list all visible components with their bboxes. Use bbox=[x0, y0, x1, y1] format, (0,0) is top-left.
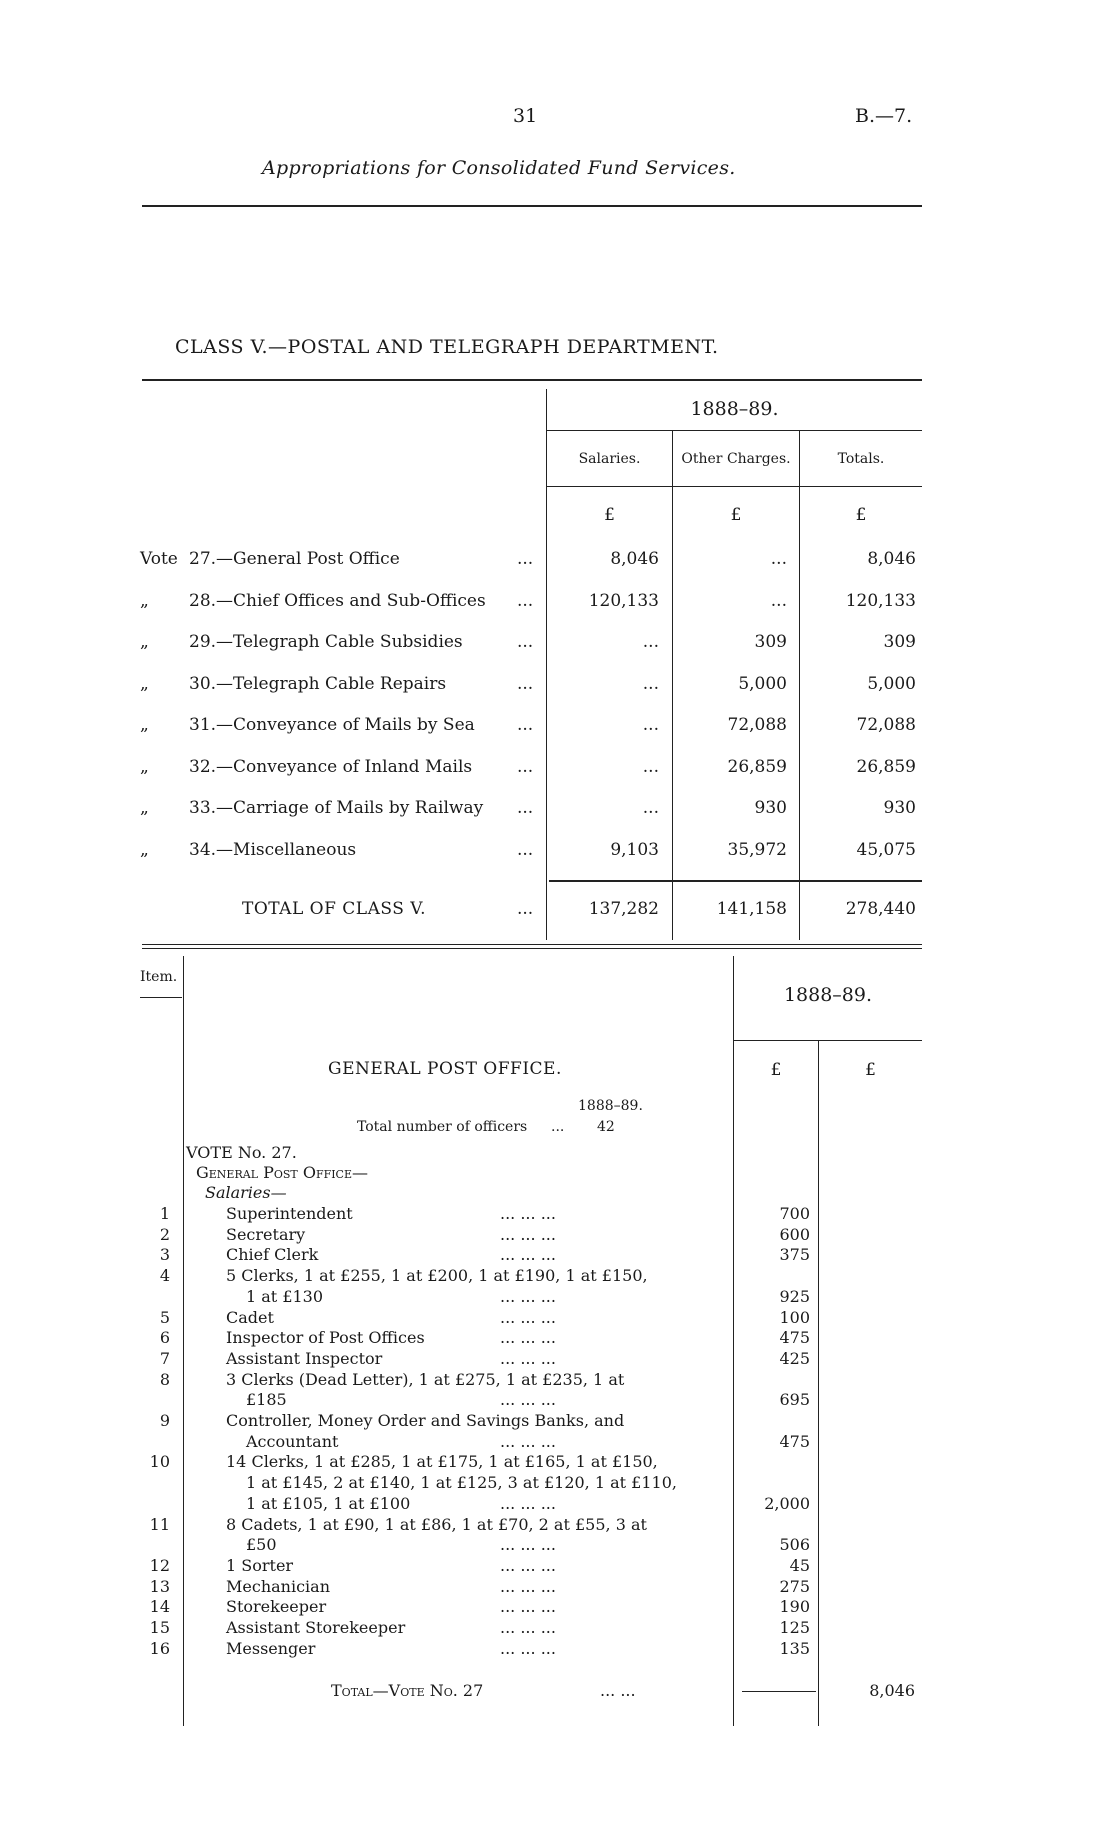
vote-label: 27.—General Post Office bbox=[189, 549, 400, 569]
item-amount: 100 bbox=[779, 1308, 810, 1327]
vote-other: 26,859 bbox=[727, 757, 787, 777]
class-table-bottom-rule bbox=[142, 944, 922, 945]
vote-prefix: „ bbox=[140, 715, 149, 735]
item-amount: 2,000 bbox=[764, 1494, 810, 1513]
class-total-dots: ... bbox=[517, 899, 534, 919]
item-amount: 135 bbox=[779, 1639, 810, 1658]
col-other-header: Other Charges. bbox=[681, 451, 791, 467]
item-description: Superintendent bbox=[226, 1204, 353, 1223]
item-number: 7 bbox=[159, 1349, 170, 1368]
vote-salaries: ... bbox=[642, 674, 659, 694]
item-dots: ... ... ... bbox=[500, 1390, 556, 1409]
item-description: Mechanician bbox=[226, 1577, 330, 1596]
item-amount: 425 bbox=[779, 1349, 810, 1368]
item-dots: ... ... ... bbox=[500, 1349, 556, 1368]
vote-label: 31.—Conveyance of Mails by Sea bbox=[189, 715, 475, 735]
vote-salaries: ... bbox=[642, 632, 659, 652]
vote-prefix: „ bbox=[140, 840, 149, 860]
item-dots: ... ... ... bbox=[500, 1328, 556, 1347]
item-description: 1 at £105, 1 at £100 bbox=[246, 1494, 411, 1513]
item-dots: ... ... ... bbox=[500, 1494, 556, 1513]
vote-label: 32.—Conveyance of Inland Mails bbox=[189, 757, 473, 777]
item-description: Messenger bbox=[226, 1639, 316, 1658]
item-dots: ... ... ... bbox=[500, 1618, 556, 1637]
vote-total: 309 bbox=[883, 632, 916, 652]
vote-label: 28.—Chief Offices and Sub-Offices bbox=[189, 591, 486, 611]
item-dots: ... ... ... bbox=[500, 1639, 556, 1658]
item-description: 14 Clerks, 1 at £285, 1 at £175, 1 at £165, 1 at £150, bbox=[226, 1452, 658, 1471]
item-dots: ... ... ... bbox=[500, 1225, 556, 1244]
vote-label: 30.—Telegraph Cable Repairs bbox=[189, 674, 447, 694]
vote-prefix: „ bbox=[140, 632, 149, 652]
item-dots: ... ... ... bbox=[500, 1245, 556, 1264]
vote-salaries: 9,103 bbox=[610, 840, 659, 860]
document-code: B.—7. bbox=[855, 105, 913, 127]
item-number: 13 bbox=[149, 1577, 170, 1596]
vote-other: 930 bbox=[754, 798, 787, 818]
item-description: Controller, Money Order and Savings Banks, and bbox=[226, 1411, 625, 1430]
item-description: 1 at £130 bbox=[246, 1287, 324, 1306]
item-header: Item. bbox=[140, 969, 178, 985]
item-amount: 695 bbox=[779, 1390, 810, 1409]
item-description: 3 Clerks (Dead Letter), 1 at £275, 1 at £235, 1 at bbox=[226, 1370, 625, 1389]
item-number: 12 bbox=[149, 1556, 170, 1575]
currency-salaries: £ bbox=[604, 505, 615, 525]
item-dots: ... ... ... bbox=[500, 1204, 556, 1223]
item-description: 8 Cadets, 1 at £90, 1 at £86, 1 at £70, 2 at £55, 3 at bbox=[226, 1515, 647, 1534]
item-dots: ... ... ... bbox=[500, 1577, 556, 1596]
item-description: Chief Clerk bbox=[226, 1245, 319, 1264]
vote-total: 72,088 bbox=[856, 715, 916, 735]
header-rule bbox=[142, 205, 922, 207]
item-amount: 375 bbox=[779, 1245, 810, 1264]
vote-prefix: „ bbox=[140, 591, 149, 611]
item-description: 1 Sorter bbox=[226, 1556, 294, 1575]
vote-amount-divider bbox=[818, 1040, 819, 1726]
vote-salaries: ... bbox=[642, 757, 659, 777]
vote-total: 8,046 bbox=[867, 549, 916, 569]
class-total-label: TOTAL OF CLASS V. bbox=[242, 899, 426, 919]
salaries-sub-label: Salaries— bbox=[205, 1183, 287, 1202]
page-number: 31 bbox=[513, 105, 538, 127]
vote-dots: ... bbox=[517, 798, 534, 818]
item-dots: ... ... ... bbox=[500, 1308, 556, 1327]
item-description: Secretary bbox=[226, 1225, 306, 1244]
item-number: 4 bbox=[159, 1266, 170, 1285]
item-amount: 600 bbox=[779, 1225, 810, 1244]
item-number: 5 bbox=[159, 1308, 170, 1327]
vote-prefix: Vote bbox=[140, 549, 178, 569]
item-header-rule bbox=[140, 997, 182, 998]
currency-totals: £ bbox=[855, 505, 867, 525]
class-total-other: 141,158 bbox=[716, 899, 787, 919]
vote-total-amount: 8,046 bbox=[869, 1681, 915, 1700]
col-salaries-header: Salaries. bbox=[578, 451, 641, 467]
item-number: 11 bbox=[149, 1515, 170, 1534]
vote-other: ... bbox=[770, 591, 787, 611]
vote-dots: ... bbox=[517, 549, 534, 569]
officers-dots: ... bbox=[551, 1119, 565, 1135]
item-dots: ... ... ... bbox=[500, 1432, 556, 1451]
vote-salaries: ... bbox=[642, 798, 659, 818]
item-number: 3 bbox=[159, 1245, 170, 1264]
item-number: 14 bbox=[149, 1597, 170, 1616]
item-amount: 475 bbox=[779, 1328, 810, 1347]
vote-salaries: 120,133 bbox=[588, 591, 659, 611]
item-description: Accountant bbox=[246, 1432, 339, 1451]
officers-count: 42 bbox=[597, 1119, 615, 1135]
item-description: £50 bbox=[246, 1535, 277, 1554]
item-dots: ... ... ... bbox=[500, 1535, 556, 1554]
vote-year: 1888–89. bbox=[783, 984, 873, 1006]
item-description: Assistant Storekeeper bbox=[226, 1618, 406, 1637]
vote-other: 35,972 bbox=[727, 840, 787, 860]
section-label: General Post Office— bbox=[196, 1163, 368, 1182]
col-header-rule bbox=[546, 486, 922, 487]
officers-year: 1888–89. bbox=[578, 1098, 643, 1114]
item-description: 5 Clerks, 1 at £255, 1 at £200, 1 at £190, 1 at £150, bbox=[226, 1266, 648, 1285]
item-amount: 275 bbox=[779, 1577, 810, 1596]
vote-total-rule bbox=[742, 1691, 816, 1692]
item-number: 6 bbox=[159, 1328, 170, 1347]
vote-other: 72,088 bbox=[727, 715, 787, 735]
item-number: 10 bbox=[149, 1452, 170, 1471]
class-total-totals: 278,440 bbox=[845, 899, 916, 919]
item-amount: 475 bbox=[779, 1432, 810, 1451]
vote-total: 5,000 bbox=[867, 674, 916, 694]
vote-total: 930 bbox=[883, 798, 916, 818]
vote-salaries: ... bbox=[642, 715, 659, 735]
year-rule bbox=[546, 430, 922, 431]
currency-other: £ bbox=[730, 505, 742, 525]
vote-total: 120,133 bbox=[845, 591, 916, 611]
item-description: Assistant Inspector bbox=[226, 1349, 383, 1368]
vote-dots: ... bbox=[517, 757, 534, 777]
vote-total-label: Total—Vote No. 27 bbox=[331, 1681, 484, 1700]
item-amount: 125 bbox=[779, 1618, 810, 1637]
vote-dots: ... bbox=[517, 840, 534, 860]
vote-dots: ... bbox=[517, 715, 534, 735]
gpo-heading: GENERAL POST OFFICE. bbox=[328, 1059, 562, 1079]
vote-other: ... bbox=[770, 549, 787, 569]
item-column-rule bbox=[183, 956, 184, 1726]
item-number: 16 bbox=[149, 1639, 170, 1658]
class-year: 1888–89. bbox=[690, 398, 779, 420]
class-table-top-rule bbox=[142, 379, 922, 381]
col-totals-header: Totals. bbox=[837, 451, 885, 467]
class-table-bottom-rule-2 bbox=[142, 948, 922, 949]
vote-label: 29.—Telegraph Cable Subsidies bbox=[189, 632, 463, 652]
class-total-salaries: 137,282 bbox=[588, 899, 659, 919]
item-number: 2 bbox=[159, 1225, 170, 1244]
item-number: 9 bbox=[159, 1411, 170, 1430]
vote-prefix: „ bbox=[140, 798, 149, 818]
vote-other: 309 bbox=[754, 632, 787, 652]
item-amount: 190 bbox=[779, 1597, 810, 1616]
officers-label: Total number of officers bbox=[357, 1119, 528, 1135]
vote-currency-1: £ bbox=[770, 1060, 782, 1080]
item-description: Cadet bbox=[226, 1308, 274, 1327]
vote-total-dots: ... ... bbox=[600, 1681, 636, 1700]
vote-other: 5,000 bbox=[738, 674, 787, 694]
vote-total: 26,859 bbox=[856, 757, 916, 777]
item-number: 1 bbox=[159, 1204, 170, 1223]
item-description: Storekeeper bbox=[226, 1597, 327, 1616]
item-number: 8 bbox=[159, 1370, 170, 1389]
item-amount: 700 bbox=[779, 1204, 810, 1223]
vote-label: 33.—Carriage of Mails by Railway bbox=[189, 798, 484, 818]
page-title: Appropriations for Consolidated Fund Services. bbox=[262, 157, 736, 179]
vote-salaries: 8,046 bbox=[610, 549, 659, 569]
item-number: 15 bbox=[149, 1618, 170, 1637]
vote-label: 34.—Miscellaneous bbox=[189, 840, 357, 860]
item-description: £185 bbox=[246, 1390, 287, 1409]
vote-dots: ... bbox=[517, 632, 534, 652]
item-amount: 925 bbox=[779, 1287, 810, 1306]
item-amount: 45 bbox=[789, 1556, 810, 1575]
vote-dots: ... bbox=[517, 591, 534, 611]
vote-dots: ... bbox=[517, 674, 534, 694]
item-dots: ... ... ... bbox=[500, 1287, 556, 1306]
vote-currency-2: £ bbox=[865, 1060, 876, 1080]
item-description: Inspector of Post Offices bbox=[226, 1328, 425, 1347]
vote-prefix: „ bbox=[140, 674, 149, 694]
vote-year-rule bbox=[734, 1040, 922, 1041]
item-amount: 506 bbox=[779, 1535, 810, 1554]
vote-prefix: „ bbox=[140, 757, 149, 777]
vote-total: 45,075 bbox=[856, 840, 916, 860]
class-heading: CLASS V.—POSTAL AND TELEGRAPH DEPARTMENT. bbox=[175, 336, 719, 358]
item-dots: ... ... ... bbox=[500, 1597, 556, 1616]
class-total-rule bbox=[549, 880, 922, 882]
vote-number-label: VOTE No. 27. bbox=[186, 1143, 297, 1162]
item-description: 1 at £145, 2 at £140, 1 at £125, 3 at £120, 1 at £110, bbox=[246, 1473, 677, 1492]
item-dots: ... ... ... bbox=[500, 1556, 556, 1575]
